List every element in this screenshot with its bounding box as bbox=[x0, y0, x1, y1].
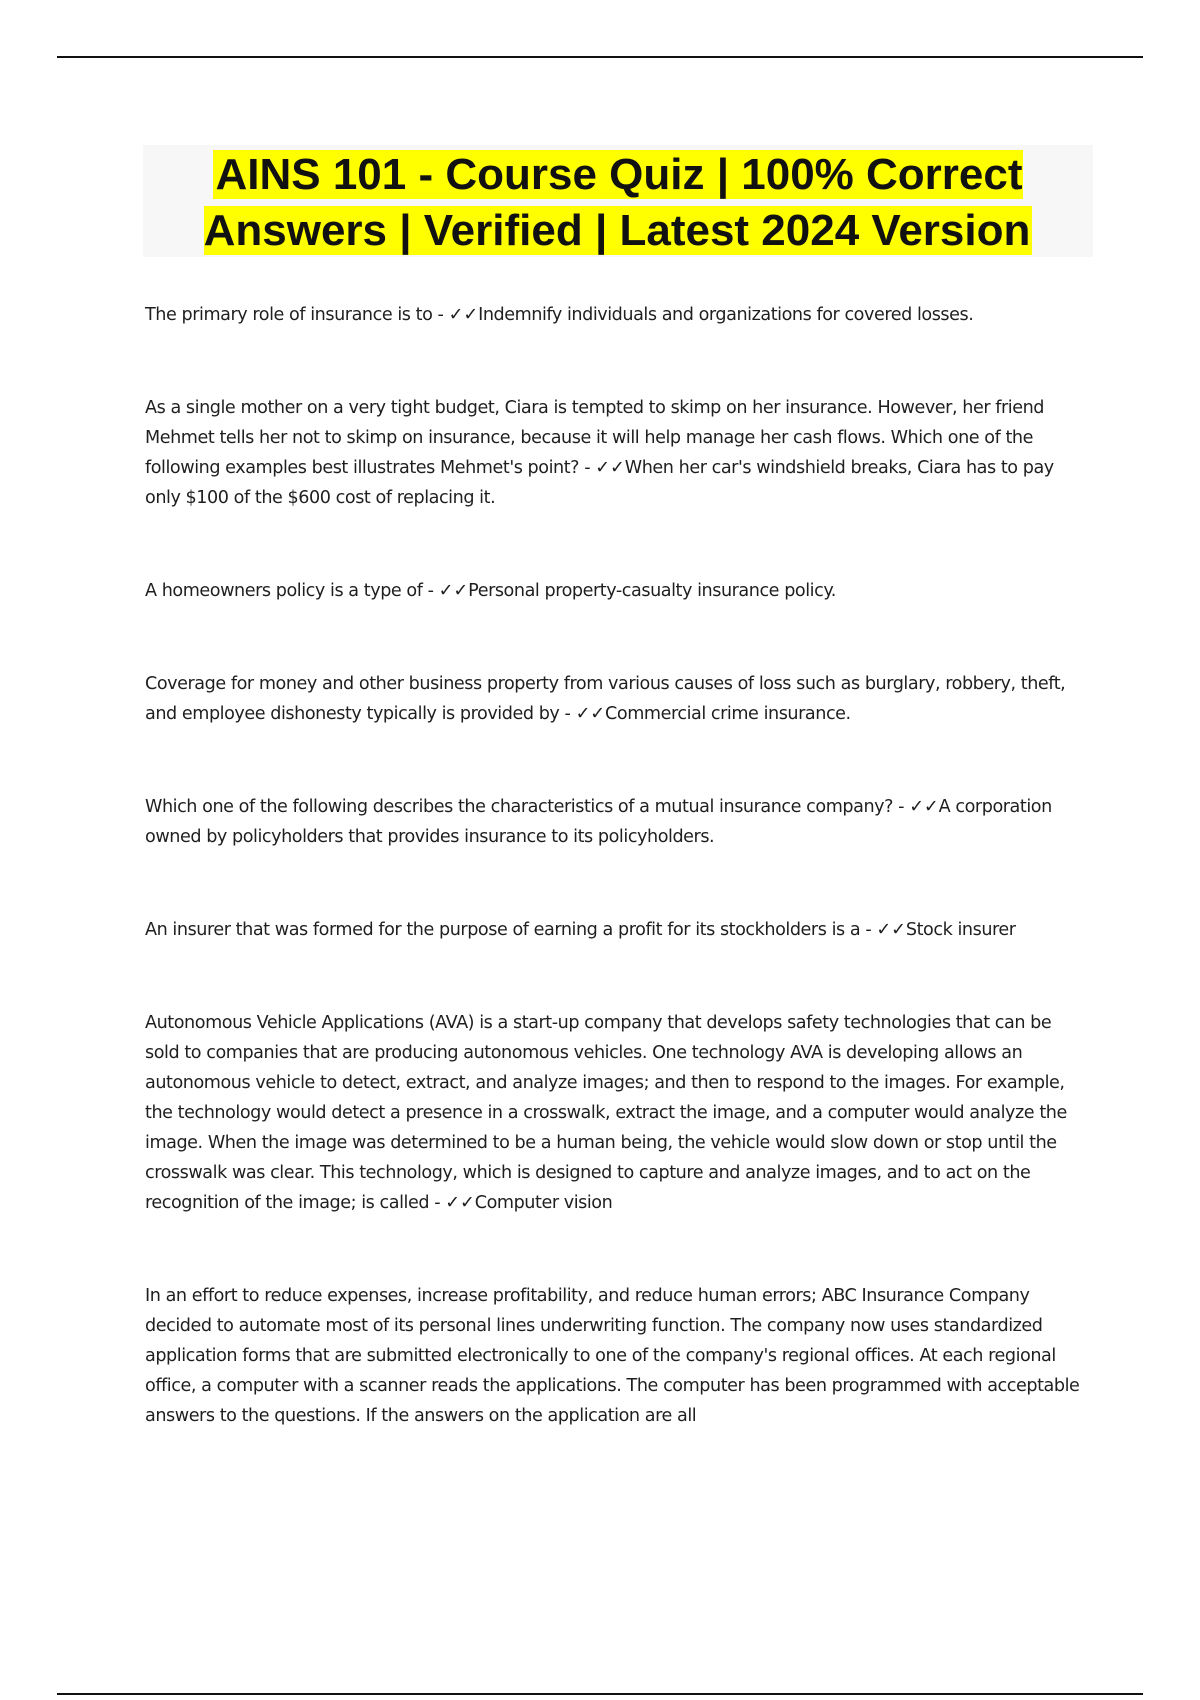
answer-text: Personal property-casualty insurance policy. bbox=[468, 581, 836, 601]
question-text: Which one of the following describes the characteristics of a mutual insurance company? - bbox=[145, 797, 910, 817]
answer-text: Computer vision bbox=[474, 1193, 613, 1213]
double-check-icon: ✓✓ bbox=[909, 797, 939, 817]
question-text: Autonomous Vehicle Applications (AVA) is a start-up company that develops safety technologies that can be sold to companies that are producing autonomous vehicles. One technology AVA is developing allows an autonomous vehicle to detect, extract, and analyze images; and then to respond to the images. For example, the technology would detect a presence in a crosswalk, extract the image, and a computer would analyze the image. When the image was determined to be a human being, the vehicle would slow down or stop until the crosswalk was clear. This technology, which is designed to capture and analyze images, and to act on the recognition of the image; is called - bbox=[145, 1013, 1067, 1213]
question-text: Coverage for money and other business property from various causes of loss such as burglary, robbery, theft, and employee dishonesty typically is provided by - bbox=[145, 674, 1066, 724]
double-check-icon: ✓✓ bbox=[595, 458, 625, 478]
document-title-highlight: AINS 101 - Course Quiz | 100% Correct Answers | Verified | Latest 2024 Version bbox=[203, 150, 1031, 255]
qa-item-7 bbox=[145, 1008, 1090, 1218]
document-title bbox=[143, 145, 1093, 259]
qa-item-5 bbox=[145, 792, 1090, 852]
question-text: In an effort to reduce expenses, increase profitability, and reduce human errors; ABC Insurance Company decided to automate most of its personal lines underwriting function. The company now uses standardized application forms that are submitted electronically to one of the company's regional offices. At each regional office, a computer with a scanner reads the applications. The computer has been programmed with acceptable answers to the questions. If the answers on the application are all bbox=[145, 1286, 1080, 1426]
question-text: The primary role of insurance is to - bbox=[145, 305, 449, 325]
answer-text: Stock insurer bbox=[905, 920, 1016, 940]
qa-item-2 bbox=[145, 393, 1090, 513]
double-check-icon: ✓✓ bbox=[438, 581, 469, 601]
qa-item-4 bbox=[145, 669, 1090, 729]
double-check-icon: ✓✓ bbox=[575, 704, 606, 724]
qa-item-3 bbox=[145, 576, 1090, 606]
title-block bbox=[143, 145, 1093, 257]
answer-text: A corporation owned by policyholders that provides insurance to its policyholders. bbox=[145, 797, 1052, 847]
answer-text: Commercial crime insurance. bbox=[605, 704, 851, 724]
qa-item-8 bbox=[145, 1281, 1090, 1431]
double-check-icon: ✓✓ bbox=[876, 920, 906, 940]
top-rule bbox=[57, 56, 1143, 58]
question-text: An insurer that was formed for the purpose of earning a profit for its stockholders is a - bbox=[145, 920, 877, 940]
question-text: As a single mother on a very tight budget, Ciara is tempted to skimp on her insurance. However, her friend Mehmet tells her not to skimp on insurance, because it will help manage her cash flows. Which one of the following examples best illustrates Mehmet's point? - bbox=[145, 398, 1045, 478]
qa-item-1 bbox=[145, 300, 1090, 330]
double-check-icon: ✓✓ bbox=[445, 1193, 475, 1213]
qa-list bbox=[145, 300, 1090, 1494]
double-check-icon: ✓✓ bbox=[448, 305, 479, 325]
answer-text: When her car's windshield breaks, Ciara has to pay only $100 of the $600 cost of replacing it. bbox=[145, 458, 1054, 508]
bottom-rule bbox=[57, 1693, 1143, 1695]
qa-item-6 bbox=[145, 915, 1090, 945]
answer-text: Indemnify individuals and organizations for covered losses. bbox=[478, 305, 974, 325]
question-text: A homeowners policy is a type of - bbox=[145, 581, 439, 601]
